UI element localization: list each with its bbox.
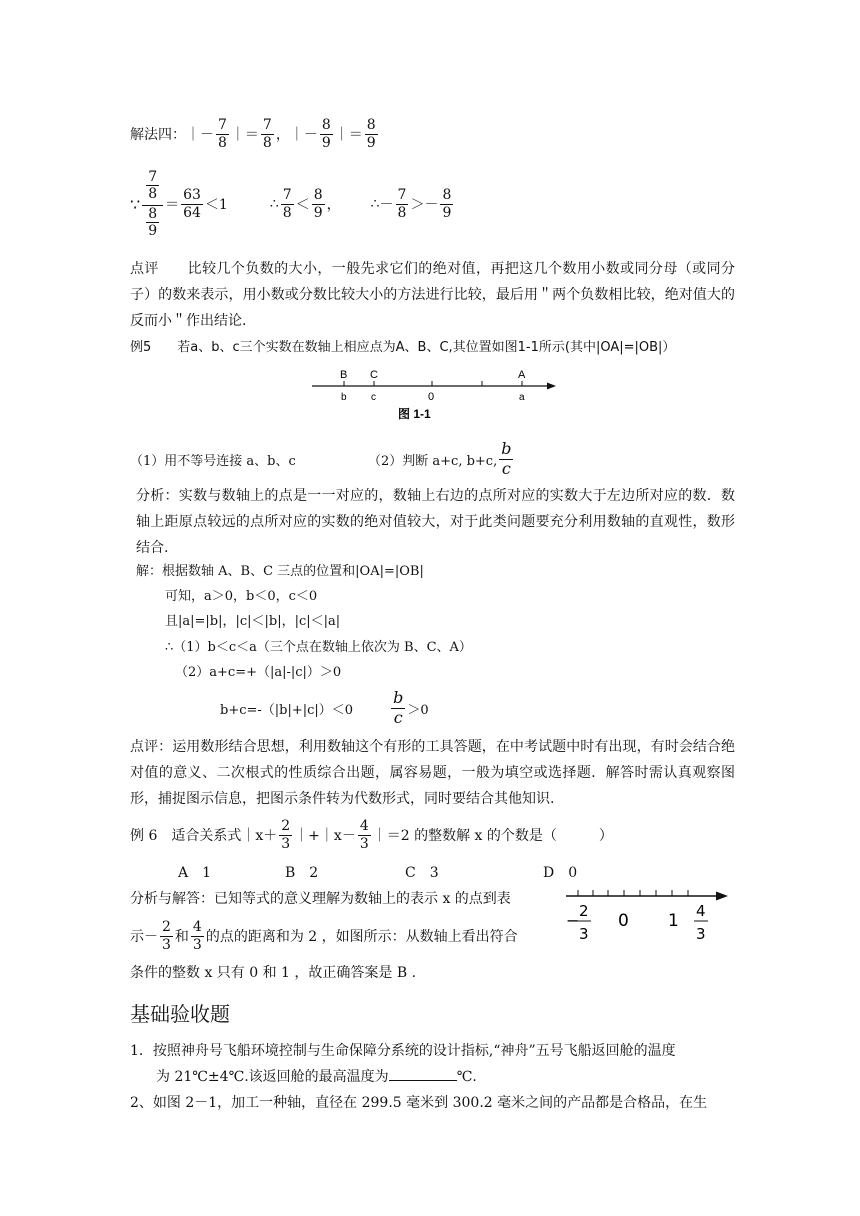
solution-line-3: 且|a|=|b|，|c|＜|b|，|c|＜|a|: [165, 614, 341, 629]
tick-label-2: 2: [579, 902, 589, 920]
frac-num: 8: [321, 117, 331, 134]
frac-den: 3: [359, 835, 369, 852]
fraction-7-8-result: [261, 117, 274, 150]
frac-den: 9: [148, 222, 158, 239]
therefore-symbol: ∴: [370, 196, 380, 212]
fraction-4-3: [191, 919, 204, 952]
therefore-symbol: ∴: [269, 196, 279, 212]
frac-den: 8: [218, 134, 227, 151]
example-6-analysis-line-2: [130, 912, 518, 960]
tick-label-3: 3: [579, 925, 589, 943]
example-5-analysis: 分析：实数与数轴上的点是一一对应的，数轴上右边的点所对应的实数大于左边所对应的数．数轴上距原点较远的点所对应的实数的绝对值较大，对于此类问题要充分利用数轴的直观性，数形结合.: [136, 488, 735, 556]
figure-caption: 图 1-1: [398, 407, 431, 421]
frac-den: 9: [321, 134, 331, 151]
method4-label: 解法四：: [130, 127, 186, 143]
frac-den: c: [501, 458, 511, 478]
frac-num: 7: [262, 117, 272, 134]
frac-num: 7: [282, 187, 292, 204]
label-c: c: [371, 392, 376, 403]
abs-open: ｜－: [186, 127, 214, 143]
frac-den: 8: [262, 134, 272, 151]
label-0: 0: [428, 391, 435, 403]
fraction-8-9: [320, 117, 333, 150]
greater-than-zero: ＞0: [407, 702, 429, 718]
option-b: B 2: [285, 865, 319, 881]
fraction-8-9-result: [365, 117, 378, 150]
fraction-2-3: [279, 818, 292, 851]
abs-open: ｜－: [289, 127, 318, 143]
comment-1: 点评 比较几个负数的大小，一般先求它们的绝对值，再把这几个数用小数或同分母（或同分子）的数来表示，用小数或分数比较大小的方法进行比较，最后用＂两个负数相比较，绝对值大的反而小＂作出结论.: [130, 261, 735, 329]
analysis-text-c: 的点的距离和为 2 ，如图所示：从数轴上看出符合: [205, 929, 518, 945]
frac-den: 3: [281, 835, 291, 852]
fraction-2-3: [160, 919, 173, 952]
frac-den: 9: [366, 134, 376, 151]
fraction-4-3: [358, 818, 371, 851]
example-5-title: 例5 若a、b、c三个实数在数轴上相应点为A、B、C,其位置如图1-1所示(其中|OA|=|OB|）: [130, 340, 676, 355]
option-a: A 1: [178, 865, 212, 881]
fraction-7-8: [216, 117, 229, 150]
question-2: （2）判断 a+c, b+c,: [368, 453, 498, 469]
question-1-line-2: [156, 1066, 477, 1086]
example-6-analysis-line-3: 条件的整数 x 只有 0 和 1 ，故正确答案是 B .: [130, 965, 417, 981]
frac-den: 3: [192, 936, 202, 953]
abs-close: ｜＝: [334, 127, 363, 143]
label-A: A: [518, 369, 526, 381]
frac-den: c: [393, 707, 403, 727]
frac-num: 8: [442, 187, 452, 204]
fraction-7-8: [281, 187, 294, 220]
option-d: D 0: [543, 865, 578, 881]
tick-label-3b: 3: [696, 925, 706, 943]
because-symbol: ∵: [130, 194, 141, 214]
frac-den: 3: [162, 936, 171, 953]
question-1: （1）用不等号连接 a、b、c: [130, 453, 296, 469]
solution-line-4: ∴（1）b＜c＜a（三个点在数轴上依次为 B、C、A）: [165, 640, 472, 655]
compare-line: [130, 160, 455, 248]
example-5-questions: [130, 434, 515, 484]
answer-blank[interactable]: [389, 1066, 457, 1081]
option-c: C 3: [405, 865, 439, 881]
fraction-63-64: [181, 187, 203, 220]
question-1-unit: ℃.: [456, 1069, 477, 1085]
frac-num: 7: [397, 187, 407, 204]
solution-line-1: 解：根据数轴 A、B、C 三点的位置和|OA|=|OB|: [136, 564, 424, 579]
solution-line-6: [220, 684, 429, 732]
comma: ，: [326, 197, 341, 213]
frac-num: 7: [148, 169, 158, 186]
frac-num: 2: [281, 818, 291, 835]
frac-den: 8: [148, 186, 158, 203]
solution-line-5: （2）a+c=+（|a|-|c|）＞0: [175, 665, 342, 680]
question-1-text: 为 21℃±4℃.该返回舱的最高温度为: [156, 1069, 389, 1085]
compound-denominator: [142, 206, 163, 239]
tick-label-1: 1: [668, 911, 679, 931]
separator: ，: [275, 127, 290, 143]
example-6-prefix: 例 6 适合关系式｜x＋: [130, 828, 278, 844]
frac-num: 8: [366, 117, 376, 134]
example-6-suffix: ｜＝2 的整数解 x 的个数是（ ）: [372, 828, 613, 844]
example-6-analysis-line-1: 分析与解答：已知等式的意义理解为数轴上的表示 x 的点到表: [130, 891, 511, 907]
less-than: ＜: [295, 197, 310, 213]
axis-arrow-icon: [547, 383, 556, 390]
frac-den: 8: [397, 204, 407, 221]
label-C: C: [370, 369, 378, 381]
frac-num: 7: [218, 117, 227, 134]
analysis-text-a: 示－: [130, 929, 158, 945]
inner-frac-8-9: [146, 206, 159, 239]
solution-line-2: 可知，a＞0，b＜0，c＜0: [165, 589, 318, 604]
section-heading: 基础验收题: [130, 1002, 230, 1026]
compound-numerator: [142, 169, 163, 205]
analysis-text-b: 和: [174, 929, 189, 945]
axis-arrow-icon: [716, 892, 728, 901]
tick-label-0: 0: [618, 911, 629, 931]
example-6-question: [130, 810, 613, 860]
frac-den: 9: [313, 204, 323, 221]
label-a: a: [519, 392, 525, 403]
greater-than-neg: ＞－: [410, 197, 439, 213]
label-B: B: [340, 369, 348, 381]
frac-den: 8: [282, 204, 292, 221]
frac-num: 8: [313, 187, 323, 204]
frac-num: 63: [183, 187, 201, 204]
frac-den: 9: [442, 204, 452, 221]
frac-num: 4: [359, 818, 369, 835]
frac-num: 2: [162, 919, 171, 936]
minus-sign: −: [566, 911, 580, 930]
question-1-line-1: 1．按照神舟号飞船环境控制与生命保障分系统的设计指标,“神舟”五号飞船返回舱的温度: [130, 1043, 676, 1059]
tick-label-4: 4: [696, 902, 706, 920]
inner-frac-7-8: [146, 169, 159, 204]
compound-fraction: [142, 169, 163, 238]
fraction-b-over-c: [499, 440, 513, 478]
frac-num: 4: [192, 919, 202, 936]
frac-num: b: [393, 688, 404, 708]
label-b: b: [341, 392, 347, 403]
question-2-line-1: 2、如图 2－1，加工一种轴，直径在 299.5 毫米到 300.2 毫米之间的产品都是合格品，在生: [130, 1095, 708, 1111]
b-plus-c-expr: b+c=-（|b|+|c|）＜0: [220, 702, 354, 718]
frac-num: b: [501, 439, 512, 459]
frac-den: 64: [183, 204, 201, 221]
frac-num: 8: [148, 205, 158, 222]
fraction-8-9: [440, 187, 453, 220]
fraction-b-over-c: [391, 689, 405, 727]
less-than-one: ＜1: [204, 197, 228, 213]
example-6-number-line: [560, 884, 732, 946]
equals: ＝: [165, 197, 180, 213]
figure-1-1-number-line: [310, 362, 560, 422]
method4-line: [130, 110, 380, 158]
fraction-8-9: [312, 187, 325, 220]
fraction-7-8: [396, 187, 409, 220]
negative-sign: －: [379, 197, 394, 213]
example-6-mid: ｜+｜x－: [294, 828, 356, 844]
comment-2: 点评：运用数形结合思想，利用数轴这个有形的工具答题，在中考试题中时有出现，有时会结合绝对值的意义、二次根式的性质综合出题，属容易题，一般为填空或选择题．解答时需认真观察图形，捕捉图示信息，把图示条件转为代数形式，同时要结合其他知识.: [130, 739, 735, 807]
abs-close: ｜＝: [230, 127, 259, 143]
